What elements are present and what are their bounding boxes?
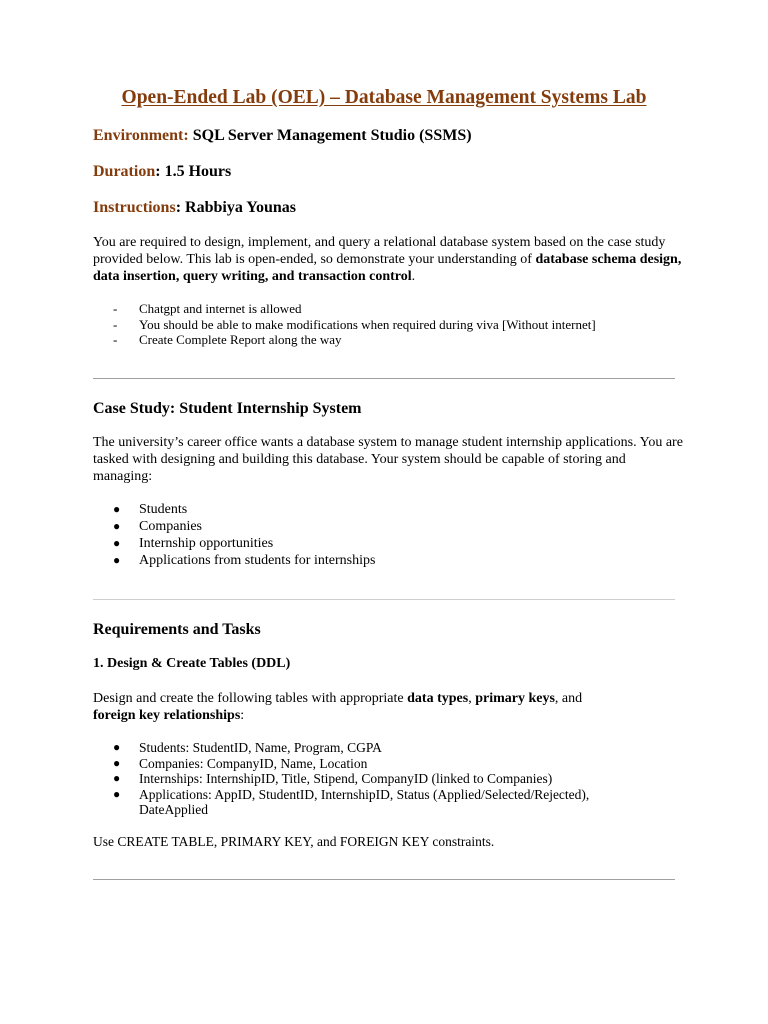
constraints-note: Use CREATE TABLE, PRIMARY KEY, and FOREIGN KEY constraints. [93,834,495,849]
intro-paragraph [93,234,683,285]
duration-value: : 1.5 Hours [155,163,232,180]
case-study-list [113,501,659,569]
list-item: ● Applications from students for internships [113,553,376,568]
list-item: ● Students: StudentID, Name, Program, CGPA [113,740,382,755]
section-divider [93,378,675,379]
requirements-heading: Requirements and Tasks [93,621,261,638]
environment-line [93,127,472,145]
duration-line [93,163,231,181]
instructions-line [93,199,296,217]
list-item: ● Companies [113,519,202,534]
section-divider [93,879,675,880]
environment-label: Environment: [93,127,189,144]
intro-text: You are required to design, implement, and query a relational database system based on the case study provided below. This lab is open-ended, so demonstrate your understanding of [93,235,666,267]
list-item: ● Students [113,502,188,517]
list-item: ● Applications: AppID, StudentID, InternshipID, Status (Applied/Selected/Rejected), DateApplied [113,786,590,817]
page-title: Open-Ended Lab (OEL) – Database Management Systems Lab [121,87,647,108]
tables-list [113,740,659,818]
case-study-paragraph: The university’s career office wants a database system to manage student internship applications. You are tasked with designing and building this database. Your system should be capable of storing and managing: [93,435,683,484]
duration-label: Duration [93,163,156,180]
instructions-value: : Rabbiya Younas [175,199,297,216]
environment-value: SQL Server Management Studio (SSMS) [188,127,472,144]
intro-bold-text: database schema design, data insertion, query writing, and transaction control [93,252,682,284]
task-heading: 1. Design & Create Tables (DDL) [93,656,291,671]
instructions-label: Instructions [93,199,176,216]
list-item: ● Internships: InternshipID, Title, Stipend, CompanyID (linked to Companies) [113,771,553,786]
case-study-heading: Case Study: Student Internship System [93,400,362,417]
list-item: ● Companies: CompanyID, Name, Location [113,755,368,771]
document-page: Open-Ended Lab (OEL) – Database Management Systems Lab Environment: SQL Server Management Studio (SSMS) Duration: 1.5 Hours Instructions: Rabbiya Younas You are required to design, implement, and query a relational database system based on the case study provided below. This lab is open-ended, so demonstrate your understanding of database schema design, data insertion, query writing, and transaction control. - Chatgpt and internet is allowed - You should be able to make modifications when required during viva [Without internet] - Create Complete Report along the way Case Study: Student Internship System The university’s career office wants a database system to manage student internship applications. You are tasked with designing and building this database. Your system should be capable of storing and managing: ● Students ● Companies ● Internship opportunities ● Applications from students for internships Requirements and Tasks 1. Design & Create Tables (DDL) Design and create the following tables with appropriate data types, primary keys, and foreign key relationships: ● Students: StudentID, Name, Program, CGPA ● Companies: CompanyID, Name, Location ● Internships: InternshipID, Title, Stipend, CompanyID (linked to Companies) ● Applications: AppID, StudentID, InternshipID, Status (Applied/Selected/Rejected), DateApplied Use CREATE TABLE, PRIMARY KEY, and FOREIGN KEY constraints. [0,0,768,1024]
section-divider [93,599,675,600]
list-item: ● Internship opportunities [113,536,274,551]
requirements-paragraph: Design and create the following tables with appropriate data types, primary keys, and foreign key relationships: [93,691,583,723]
intro-text-end: . [411,269,416,284]
